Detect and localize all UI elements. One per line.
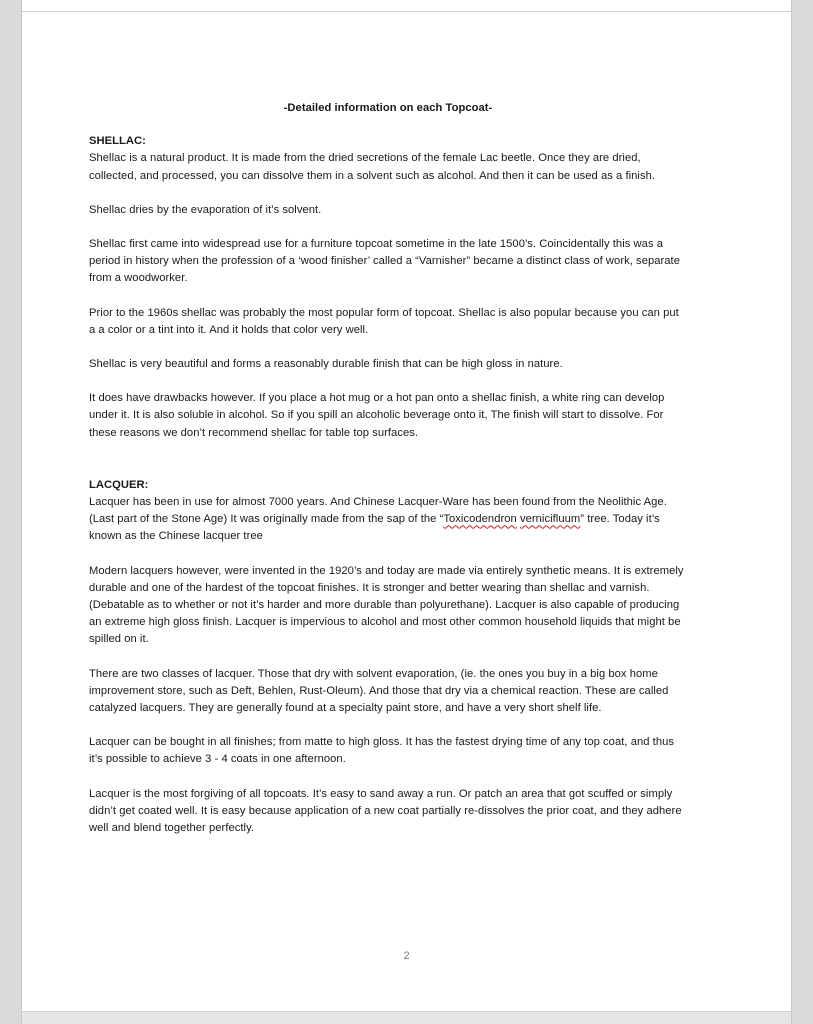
section-heading-shellac: SHELLAC: [89,135,146,148]
paragraph-text: ” tree. Today it’s known as the Chinese lacquer tree [89,513,660,543]
paragraph [89,494,687,546]
next-page-edge [22,1011,791,1024]
paragraph: Shellac is very beautiful and forms a reasonably durable finish that can be high gloss in nature. [89,358,563,371]
section-spacer [89,459,687,477]
paragraph: It does have drawbacks however. If you place a hot mug or a hot pan onto a shellac finish, a white ring can develop under it. It is also soluble in alcohol. So if you spill an alcoholic beverage onto it, The finish will start to dissolve. For these reasons we don’t recommend shellac for table top surfaces. [89,392,665,439]
paragraph-text: Lacquer has been in use for almost 7000 years. And Chinese Lacquer-Ware has been found from the Neolithic Age. (Last part of the Stone Age) It was originally made from the sap of the “ [89,496,667,526]
section-heading-lacquer: LACQUER: [89,478,149,491]
section-shellac [89,133,687,442]
document-title: -Detailed information on each Topcoat- [283,102,493,114]
document-body[interactable] [89,88,687,854]
paragraph: Modern lacquers however, were invented in the 1920’s and today are made via entirely synthetic means. It is extremely durable and one of the hardest of the topcoat finishes. It is stronger and better wearing than shellac and varnish. (Debatable as to whether or not it’s harder and more durable than polyurethane). Lacquer is also capable of producing an extreme high gloss finish. Lacquer is impervious to alcohol and most other common household liquids that might be spilled on it. [89,564,684,646]
page-number: 2 [403,950,410,962]
paragraph: Lacquer can be bought in all finishes; from matte to high gloss. It has the fastest drying time of any top coat, and thus it’s possible to achieve 3 - 4 coats in one afternoon. [89,736,675,766]
spellcheck-flagged-word[interactable]: Toxicodendron [443,513,517,526]
paragraph: Prior to the 1960s shellac was probably the most popular form of topcoat. Shellac is also popular because you can put a a color or a tint into it. And it holds that color very well. [89,306,679,336]
previous-page-edge [22,0,791,12]
paragraph: There are two classes of lacquer. Those that dry with solvent evaporation, (ie. the ones you buy in a big box home improvement store, such as Deft, Behlen, Rust-Oleum). And those that dry via a chemical reaction. These are called catalyzed lacquers. They are generally found at a specialty paint store, and have a very short shelf life. [89,667,669,715]
spellcheck-flagged-word[interactable]: vernicifluum [519,513,581,526]
paragraph: Shellac first came into widespread use for a furniture topcoat sometime in the late 1500’s. Coincidentally this was a period in history when the profession of a ‘wood finisher’ called a “Varnisher” became a distinct class of work, separate from a woodworker. [89,238,680,285]
paragraph: Shellac dries by the evaporation of it’s solvent. [89,203,322,216]
paragraph: Lacquer is the most forgiving of all topcoats. It’s easy to sand away a run. Or patch an area that got scuffed or simply didn’t get coated well. It is easy because application of a new coat partially re-dissolves the prior coat, and they adhere well and blend together perfectly. [89,787,682,835]
section-lacquer [89,477,687,837]
paragraph: Shellac is a natural product. It is made from the dried secretions of the female Lac beetle. Once they are dried, collected, and processed, you can dissolve them in a solvent such as alcohol. And then it can be used as a finish. [89,152,656,182]
